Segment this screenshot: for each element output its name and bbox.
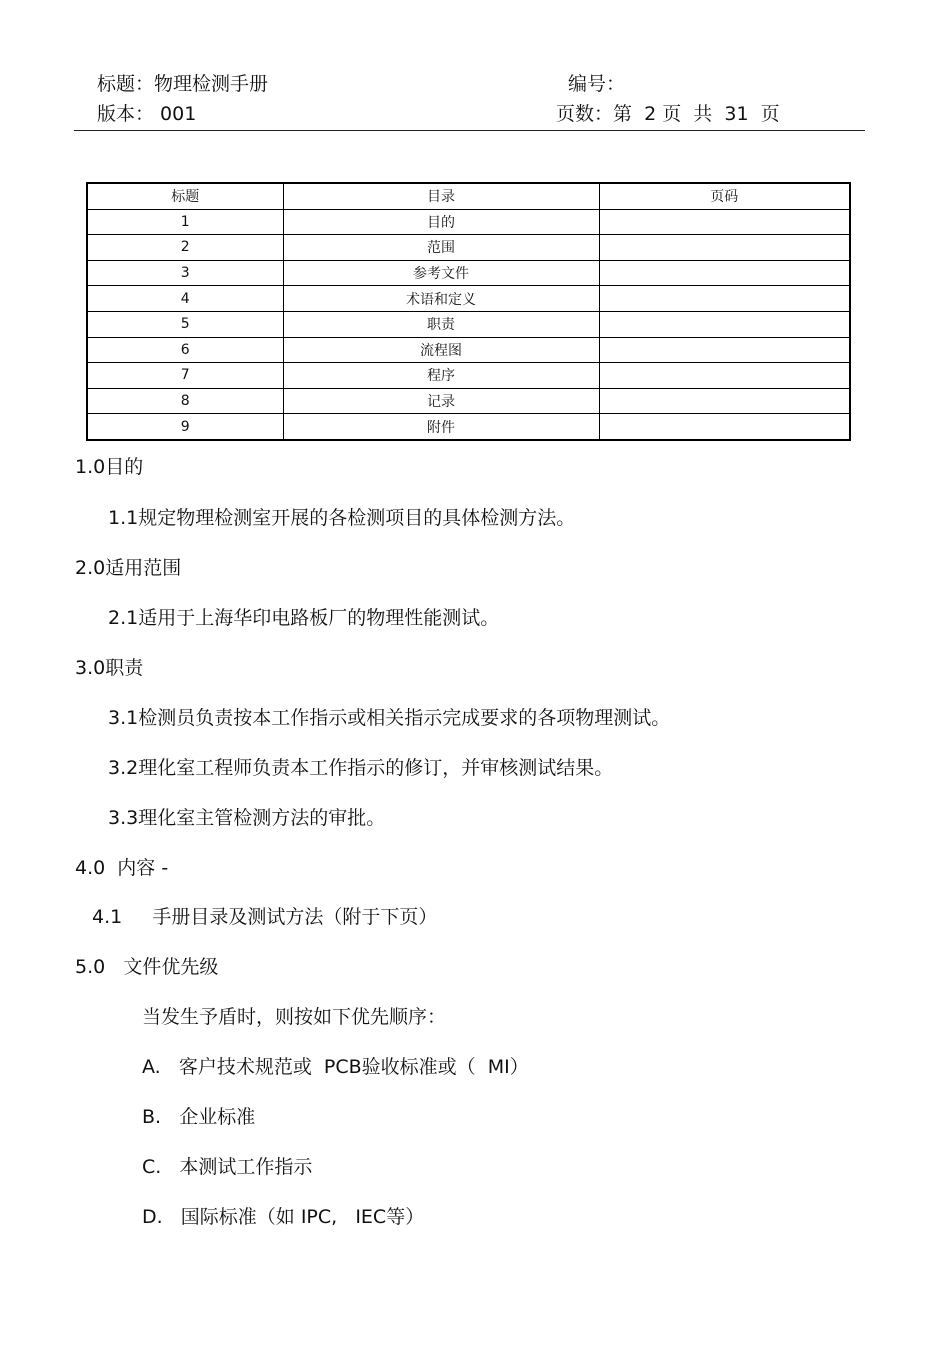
section-heading-responsibilities: 3.0职责: [75, 657, 144, 679]
toc-cell-page: [599, 260, 850, 286]
section-heading-priority: 5.0 文件优先级: [75, 956, 219, 978]
toc-cell-page: [599, 209, 850, 235]
toc-cell-no: 9: [87, 414, 283, 440]
toc-cell-no: 2: [87, 235, 283, 261]
section-item-3-3: 3.3理化室主管检测方法的审批。: [108, 807, 386, 829]
priority-intro: 当发生予盾时，则按如下优先顺序：: [142, 1006, 447, 1028]
toc-cell-name: 参考文件: [283, 260, 599, 286]
header-divider: [74, 130, 865, 131]
priority-item-b: B. 企业标准: [142, 1106, 256, 1128]
toc-cell-no: 4: [87, 286, 283, 312]
table-row: [87, 286, 850, 312]
toc-cell-name: 范围: [283, 235, 599, 261]
toc-cell-page: [599, 235, 850, 261]
section-item-3-1: 3.1检测员负责按本工作指示或相关指示完成要求的各项物理测试。: [108, 707, 671, 729]
toc-cell-page: [599, 337, 850, 363]
toc-col-title: 标题: [87, 183, 283, 209]
table-row: [87, 311, 850, 337]
section-item-3-2: 3.2理化室工程师负责本工作指示的修订，并审核测试结果。: [108, 757, 614, 779]
section-heading-scope: 2.0适用范围: [75, 557, 182, 579]
table-row: [87, 363, 850, 389]
toc-cell-no: 8: [87, 388, 283, 414]
toc-cell-no: 3: [87, 260, 283, 286]
toc-cell-name: 附件: [283, 414, 599, 440]
header-number: 编号：: [568, 73, 626, 95]
priority-item-c: C. 本测试工作指示: [142, 1156, 313, 1178]
toc-header-row: [87, 183, 850, 209]
section-item-4-1: 4.1 手册目录及测试方法（附于下页）: [92, 906, 438, 928]
toc-cell-no: 6: [87, 337, 283, 363]
toc-cell-page: [599, 286, 850, 312]
section-item-2-1: 2.1适用于上海华印电路板厂的物理性能测试。: [108, 607, 500, 629]
toc-col-page: 页码: [599, 183, 850, 209]
header-version: 版本： 001: [97, 103, 197, 125]
toc-cell-page: [599, 363, 850, 389]
table-row: [87, 209, 850, 235]
toc-cell-no: 1: [87, 209, 283, 235]
table-row: [87, 388, 850, 414]
toc-cell-name: 程序: [283, 363, 599, 389]
toc-col-contents: 目录: [283, 183, 599, 209]
section-heading-content: 4.0 内容 -: [75, 857, 169, 879]
toc-cell-no: 5: [87, 311, 283, 337]
header-title: 标题：物理检测手册: [97, 73, 269, 95]
toc-cell-name: 流程图: [283, 337, 599, 363]
table-row: [87, 337, 850, 363]
priority-item-d: D. 国际标准（如 IPC, IEC等）: [142, 1206, 425, 1228]
toc-cell-page: [599, 388, 850, 414]
table-row: [87, 414, 850, 440]
table-row: [87, 235, 850, 261]
toc-cell-name: 目的: [283, 209, 599, 235]
section-heading-purpose: 1.0目的: [75, 456, 144, 478]
toc-cell-page: [599, 414, 850, 440]
toc-cell-no: 7: [87, 363, 283, 389]
toc-cell-page: [599, 311, 850, 337]
section-item-1-1: 1.1规定物理检测室开展的各检测项目的具体检测方法。: [108, 507, 576, 529]
table-row: [87, 260, 850, 286]
header-pages: 页数：第 2 页 共 31 页: [556, 103, 780, 125]
toc-cell-name: 职责: [283, 311, 599, 337]
toc-cell-name: 记录: [283, 388, 599, 414]
toc-cell-name: 术语和定义: [283, 286, 599, 312]
priority-item-a: A. 客户技术规范或 PCB验收标准或（ MI）: [142, 1056, 529, 1078]
toc-table: [86, 182, 851, 441]
